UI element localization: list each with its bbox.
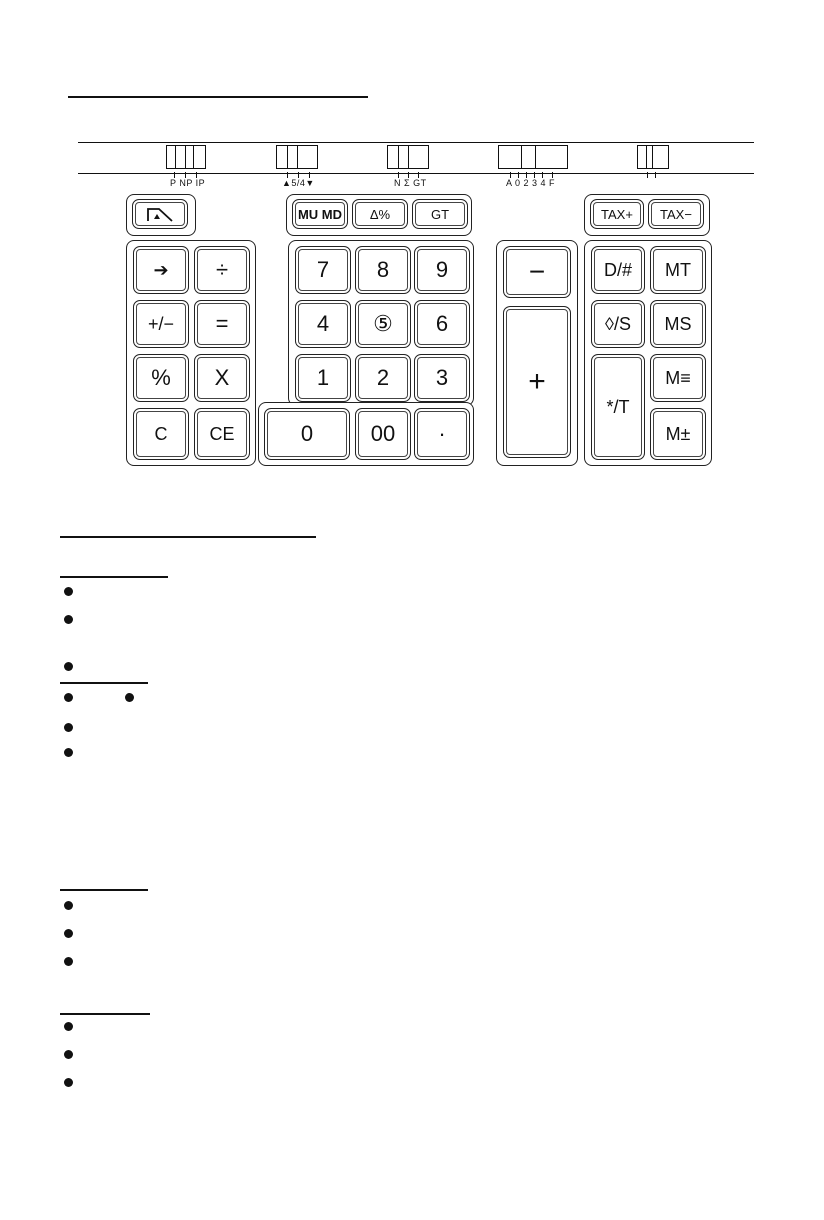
gt-key[interactable]: GT: [412, 199, 468, 229]
gt-mode-switch[interactable]: [387, 145, 429, 169]
tax-plus-key[interactable]: TAX+: [590, 199, 644, 229]
bullet: [64, 929, 73, 938]
key-8[interactable]: 8: [355, 246, 411, 294]
subheading-rule-4: [60, 1013, 150, 1015]
mt-key[interactable]: MT: [650, 246, 706, 294]
bullet: [64, 901, 73, 910]
ms-key[interactable]: MS: [650, 300, 706, 348]
plus-key[interactable]: +: [503, 306, 571, 458]
print-mode-label: P NP IP: [170, 178, 206, 188]
print-mode-switch[interactable]: [166, 145, 206, 169]
key-2[interactable]: 2: [355, 354, 411, 402]
key-3[interactable]: 3: [414, 354, 470, 402]
decimal-label: A 0 2 3 4 F: [506, 178, 556, 188]
paper-feed-icon: [145, 205, 175, 223]
bullet: [64, 615, 73, 624]
subheading-rule-3: [60, 889, 148, 891]
key-6[interactable]: 6: [414, 300, 470, 348]
bullet: [64, 662, 73, 671]
equals-key[interactable]: =: [194, 300, 250, 348]
key-5[interactable]: ⑤: [355, 300, 411, 348]
nonadd-sub-key[interactable]: ◊/S: [591, 300, 645, 348]
heading-rule-2: [60, 536, 316, 538]
bullet: [64, 723, 73, 732]
arrow-key[interactable]: ➔: [133, 246, 189, 294]
m-equals-key[interactable]: M≡: [650, 354, 706, 402]
bullet: [64, 1050, 73, 1059]
delta-percent-key[interactable]: Δ%: [352, 199, 408, 229]
percent-key[interactable]: %: [133, 354, 189, 402]
sign-key[interactable]: +/−: [133, 300, 189, 348]
subheading-rule-1: [60, 576, 168, 578]
tax-minus-key[interactable]: TAX−: [648, 199, 704, 229]
key-4[interactable]: 4: [295, 300, 351, 348]
bullet: [64, 957, 73, 966]
multiply-key[interactable]: X: [194, 354, 250, 402]
subheading-rule-2: [60, 682, 148, 684]
last-switch[interactable]: [637, 145, 669, 169]
gt-mode-label: N Σ GT: [394, 178, 427, 188]
minus-key[interactable]: −: [503, 246, 571, 298]
date-num-key[interactable]: D/#: [591, 246, 645, 294]
divide-key[interactable]: ÷: [194, 246, 250, 294]
m-plus-minus-key[interactable]: M±: [650, 408, 706, 460]
key-1[interactable]: 1: [295, 354, 351, 402]
decimal-switch[interactable]: [498, 145, 568, 169]
decimal-point-key[interactable]: ·: [414, 408, 470, 460]
rounding-label: ▲5/4▼: [282, 178, 315, 188]
clear-entry-key[interactable]: CE: [194, 408, 250, 460]
bullet: [64, 693, 73, 702]
key-0[interactable]: 0: [264, 408, 350, 460]
bullet: [64, 587, 73, 596]
key-7[interactable]: 7: [295, 246, 351, 294]
bullet: [64, 1022, 73, 1031]
bullet: [125, 693, 134, 702]
rounding-switch[interactable]: [276, 145, 318, 169]
heading-rule-1: [68, 96, 368, 98]
key-00[interactable]: 00: [355, 408, 411, 460]
clear-key[interactable]: C: [133, 408, 189, 460]
key-9[interactable]: 9: [414, 246, 470, 294]
bullet: [64, 1078, 73, 1087]
paper-feed-key[interactable]: [132, 199, 188, 229]
star-total-key[interactable]: */T: [591, 354, 645, 460]
mu-md-key[interactable]: MU MD: [292, 199, 348, 229]
bullet: [64, 748, 73, 757]
